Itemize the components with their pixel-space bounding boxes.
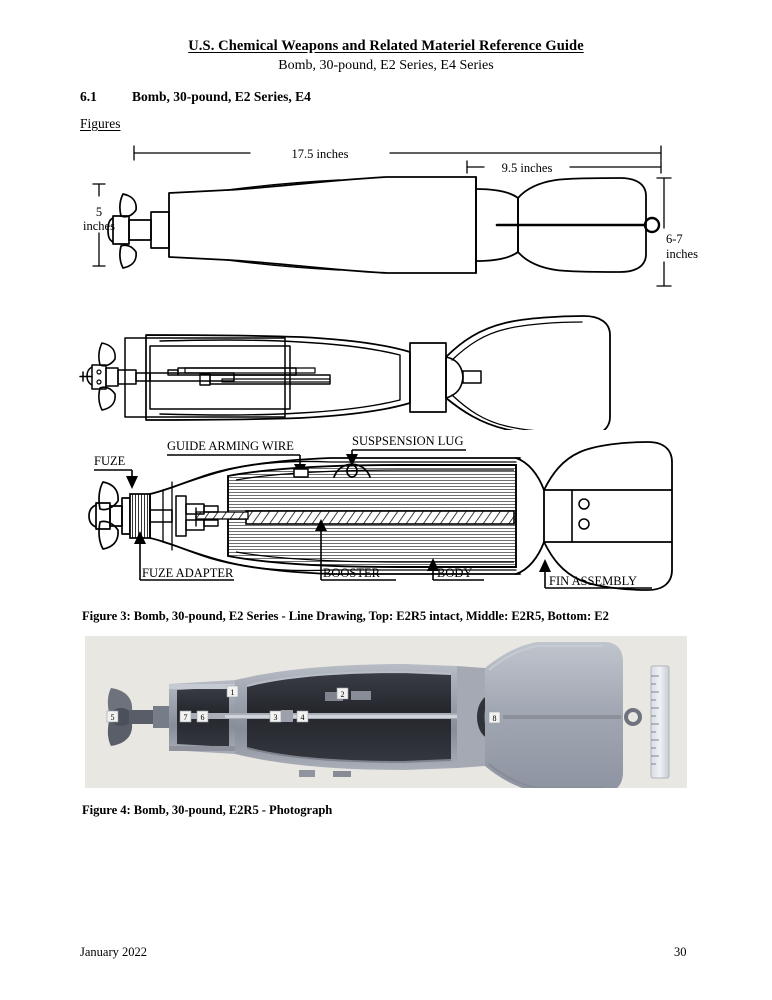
footer-date: January 2022 bbox=[80, 945, 147, 959]
figures-heading: Figures bbox=[80, 116, 121, 131]
photo-marker bbox=[180, 711, 191, 722]
callout-fuze: FUZE bbox=[94, 454, 126, 468]
figure-4-caption: Figure 4: Bomb, 30-pound, E2R5 - Photograph bbox=[82, 803, 333, 817]
dimension-fin-span-value: 6-7 bbox=[666, 232, 683, 246]
scale-ruler bbox=[651, 666, 669, 778]
dimension-fin-span-unit: inches bbox=[666, 247, 698, 261]
photo-marker bbox=[337, 688, 348, 699]
callout-suspension-lug: SUSPSENSION LUG bbox=[352, 434, 464, 448]
callout-guide-arming-wire: GUIDE ARMING WIRE bbox=[167, 439, 294, 453]
callout-body: BODY bbox=[437, 566, 473, 580]
photo-marker bbox=[489, 712, 500, 723]
callout-fin-assembly: FIN ASSEMBLY bbox=[549, 574, 638, 588]
line-drawing-bottom-e2-labeled bbox=[0, 432, 772, 604]
document-subtitle: Bomb, 30-pound, E2 Series, E4 Series bbox=[278, 58, 494, 73]
photo-marker bbox=[227, 686, 238, 697]
line-drawing-middle-e2r5 bbox=[0, 305, 772, 430]
photo-marker bbox=[197, 711, 208, 722]
callout-fuze-adapter: FUZE ADAPTER bbox=[142, 566, 234, 580]
svg-text:1: 1 bbox=[230, 688, 235, 697]
callout-booster: BOOSTER bbox=[323, 566, 380, 580]
booster-bar bbox=[246, 511, 514, 524]
figure-4-photograph bbox=[85, 636, 687, 788]
section-number: 6.1 bbox=[80, 89, 97, 104]
section-title: Bomb, 30-pound, E2 Series, E4 bbox=[132, 89, 311, 104]
photo-marker bbox=[297, 711, 308, 722]
photo-marker bbox=[270, 711, 281, 722]
svg-text:4: 4 bbox=[300, 713, 305, 722]
dimension-body-diameter-value: 5 bbox=[95, 205, 103, 219]
svg-text:3: 3 bbox=[273, 713, 278, 722]
document-title bbox=[0, 38, 772, 55]
dimension-fin-length: 9.5 inches bbox=[501, 161, 553, 175]
svg-text:5: 5 bbox=[110, 713, 115, 722]
svg-text:8: 8 bbox=[492, 714, 497, 723]
figure-3-caption: Figure 3: Bomb, 30-pound, E2 Series - Line Drawing, Top: E2R5 intact, Middle: E2R5, Bottom: E2 bbox=[82, 609, 609, 623]
dimension-overall-length: 17.5 inches bbox=[291, 147, 349, 161]
document-title-text: U.S. Chemical Weapons and Related Materiel Reference Guide bbox=[188, 38, 584, 54]
svg-text:6: 6 bbox=[200, 713, 205, 722]
svg-text:7: 7 bbox=[183, 713, 188, 722]
line-drawing-top-e2r5-intact bbox=[0, 140, 772, 300]
footer-page-number: 30 bbox=[674, 945, 687, 959]
photo-marker bbox=[107, 711, 118, 722]
dimension-body-diameter-unit: inches bbox=[83, 219, 115, 233]
svg-text:2: 2 bbox=[340, 690, 345, 699]
